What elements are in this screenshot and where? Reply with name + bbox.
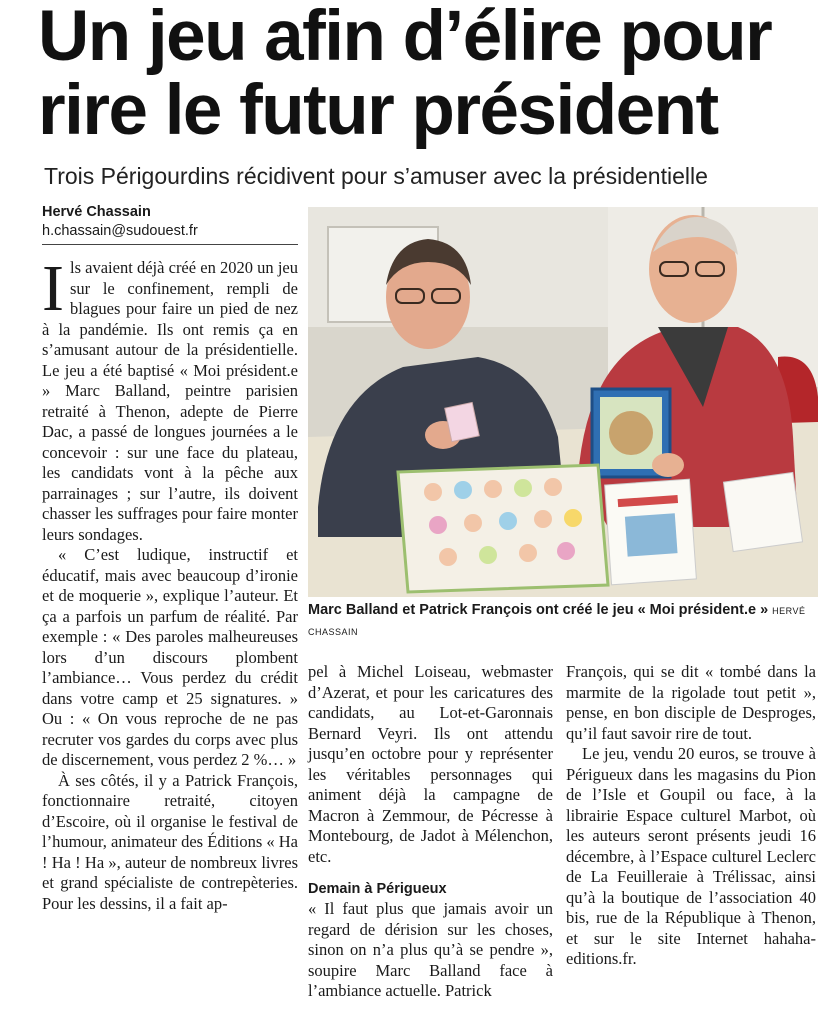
article-paragraph [42,252,298,545]
photo-credit: HERVÉ CHASSAIN [308,606,806,637]
headline-line-2: rire le futur président [38,71,718,150]
photo-caption [308,600,818,642]
caption-text: Marc Balland et Patrick François ont créé le jeu « Moi président.e » [308,602,769,618]
article-paragraph: « Il faut plus que jamais avoir un regard de dérision sur les choses, sinon on n’a plus qu’à se pendre », soupire Marc Balland face à l’ambiance actuelle. Patrick [308,899,553,1000]
article-column-3 [566,662,816,970]
photo-illustration [308,207,818,597]
drop-cap: I [42,252,64,325]
subtitle: Trois Périgourdins récidivent pour s’amuser avec la présidentielle [44,163,708,189]
article-paragraph: François, qui se dit « tombé dans la marmite de la rigolade tout petit », pense, en bon disciple de Desproges, qu’il faut savoir rire de tout. [566,662,816,743]
headline [38,0,818,148]
article-column-2 [308,662,553,1002]
headline-line-1: Un jeu afin d’élire pour [38,0,772,76]
paragraph-text: ls avaient déjà créé en 2020 un jeu sur le confinement, rempli de blagues pour faire un pied de nez à la pandémie. Ils ont remis ça en s’amusant autour de la présidentielle. Le jeu a été baptisé « Moi président.e » Marc Balland, peintre parisien retraité à Thenon, adepte de Pierre Dac, a passé de longues journées a le concevoir : sur une face du plateau, les candidats vont à la pêche aux parrainages ; sur l’autre, ils doivent chasser les suffrages pour faire monter leurs sondages. [42,258,298,544]
byline-divider [42,244,298,245]
section-subhead: Demain à Périgueux [308,881,447,897]
author-email[interactable]: h.chassain@sudouest.fr [42,223,198,239]
article-paragraph: À ses côtés, il y a Patrick François, fonctionnaire retraité, citoyen d’Escoire, où il organise le festival de l’humour, animateur des Éditions « Ha ! Ha ! Ha », auteur de nombreux livres et grand spécialiste de contrepèteries. Pour les dessins, il a fait ap- [42,770,298,913]
article-paragraph: « C’est ludique, instructif et éducatif, mais avec beaucoup d’ironie et de moquerie », explique l’auteur. Et ça a parfois un parfum de réalité. Par exemple : « Des paroles malheureuses lors d’un discours plombent l’ambiance… Vous perdez du crédit dans votre camp et 25 signatures. » Ou : « On vous reproche de ne pas recruter vos gardes du corps avec plus de discernement, vous perdez 2 %… » [42,545,298,769]
article-column-1 [42,252,298,914]
author-name: Hervé Chassain [42,204,151,220]
article-paragraph: Le jeu, vendu 20 euros, se trouve à Périgueux dans les magasins du Pion de l’Isle et Goupil ou face, à la librairie Espace culturel Marbot, où les auteurs seront présents jeudi 16 décembre, à l’Espace culturel Leclerc de La Feuilleraie à Trélissac, ainsi qu’à la boutique de l’association 40 bis, rue de la République à Thenon, et sur le site Internet hahaha-editions.fr. [566,744,816,968]
article-photo [308,207,818,597]
article-paragraph: pel à Michel Loiseau, webmaster d’Azerat, et pour les caricatures des candidats, au Lot-et-Garonnais Bernard Veyri. Ils ont attendu jusqu’en octobre pour y représenter les véritables personnages qui animent déjà la campagne de Macron à Zemmour, de Pécresse à Montebourg, de Jadot à Mélenchon, etc. [308,662,553,866]
